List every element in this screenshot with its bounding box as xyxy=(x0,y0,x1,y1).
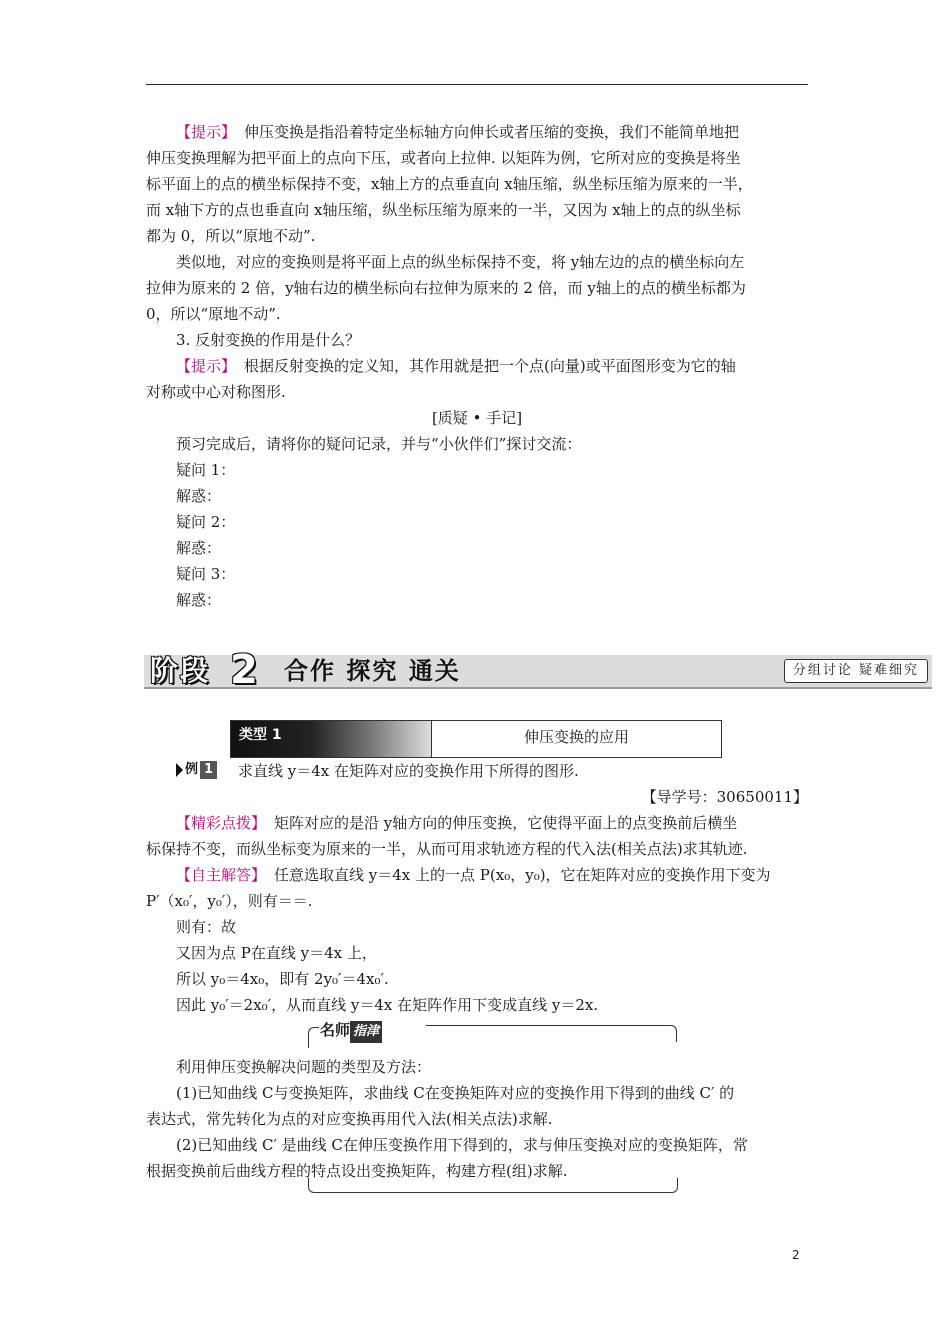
example-badge: 例 1 xyxy=(176,761,217,779)
hint-line-1: 【提示】 伸压变换是指沿着特定坐标轴方向伸长或者压缩的变换，我们不能简单地把 xyxy=(176,123,740,141)
solution-label: 【自主解答】 xyxy=(176,866,267,884)
answer-3-line-2: 对称或中心对称图形. xyxy=(146,383,286,401)
type-box xyxy=(230,720,722,758)
analysis-line-1: 【精彩点拨】 矩阵对应的是沿 y轴方向的伸压变换，它使得平面上的点变换前后横坐 xyxy=(176,814,738,832)
page-number: 2 xyxy=(792,1248,800,1262)
hint-line-2: 伸压变换理解为把平面上的点向下压，或者向上拉伸. 以矩阵为例，它所对应的变换是将坐 xyxy=(146,149,741,167)
hint-label: 【提示】 xyxy=(176,123,237,141)
tips-heading: 名师 指津 xyxy=(320,1019,428,1041)
note-answer-2: 解惑： xyxy=(176,539,222,557)
hint-line-4: 而 x轴下方的点也垂直向 x轴压缩，纵坐标压缩为原来的一半，又因为 x轴上的点的纵坐标 xyxy=(146,201,741,219)
tips-intro: 利用伸压变换解决问题的类型及方法： xyxy=(176,1058,432,1076)
note-answer-1: 解惑： xyxy=(176,487,222,505)
hint-line-3: 标平面上的点的横坐标保持不变，x轴上方的点垂直向 x轴压缩，纵坐标压缩为原来的一半， xyxy=(146,175,753,193)
solution-line-1: 【自主解答】 任意选取直线 y＝4x 上的一点 P(x₀，y₀)，它在矩阵对应的变换作用下变为 xyxy=(176,866,771,884)
para2-line-1: 类似地，对应的变换则是将平面上点的纵坐标保持不变，将 y轴左边的点的横坐标向左 xyxy=(176,253,745,271)
banner-title: 合作 探究 通关 xyxy=(284,657,461,685)
header-rule xyxy=(146,84,808,85)
solution-line-6: 因此 y₀′＝2x₀′，从而直线 y＝4x 在矩阵作用下变成直线 y＝2x. xyxy=(176,996,599,1014)
tips-item-2-line-1: (2)已知曲线 C′ 是曲线 C在伸压变换作用下得到的，求与伸压变换对应的变换矩阵，常 xyxy=(176,1136,748,1154)
tips-item-2-line-2: 根据变换前后曲线方程的特点设出变换矩阵，构建方程(组)求解. xyxy=(146,1162,568,1180)
banner-stage: 阶段 xyxy=(150,654,211,687)
tips-frame-bottom xyxy=(308,1178,678,1193)
para2-line-3: 0，所以“原地不动”. xyxy=(146,305,281,323)
tips-frame-top xyxy=(426,1025,677,1042)
guide-number: 【导学号：30650011】 xyxy=(641,788,808,806)
banner-tag: 分组讨论 疑难细究 xyxy=(784,659,928,683)
solution-line-2: P′（x₀′，y₀′），则有＝＝. xyxy=(146,892,313,910)
analysis-label: 【精彩点拨】 xyxy=(176,814,267,832)
banner-number: 2 xyxy=(230,647,258,693)
tips-item-1-line-1: (1)已知曲线 C与变换矩阵，求曲线 C在变换矩阵对应的变换作用下得到的曲线 C′ 的 xyxy=(176,1084,735,1102)
type-title: 伸压变换的应用 xyxy=(523,728,629,746)
stage-banner xyxy=(144,647,932,693)
example-question: 求直线 y＝4x 在矩阵对应的变换作用下所得的图形. xyxy=(238,762,579,780)
analysis-line-2: 标保持不变，而纵坐标变为原来的一半，从而可用求轨迹方程的代入法(相关点法)求其轨迹. xyxy=(146,840,748,858)
hint-label: 【提示】 xyxy=(176,357,237,375)
solution-line-3: 则有：故 xyxy=(176,918,237,936)
note-question-2: 疑问 2： xyxy=(176,513,236,531)
type-label: 类型 1 xyxy=(231,721,431,757)
note-question-3: 疑问 3： xyxy=(176,565,236,583)
answer-3-line-1: 【提示】 根据反射变换的定义知，其作用就是把一个点(向量)或平面图形变为它的轴 xyxy=(176,357,736,375)
notes-intro: 预习完成后，请将你的疑问记录，并与“小伙伴们”探讨交流： xyxy=(176,435,582,453)
note-answer-3: 解惑： xyxy=(176,591,222,609)
solution-line-5: 所以 y₀＝4x₀，即有 2y₀′＝4x₀′. xyxy=(176,970,389,988)
arrow-icon xyxy=(176,763,183,777)
teacher-tips-header xyxy=(308,1017,676,1047)
solution-line-4: 又因为点 P在直线 y＝4x 上， xyxy=(176,944,377,962)
tips-item-1-line-2: 表达式，常先转化为点的对应变换再用代入法(相关点法)求解. xyxy=(146,1110,553,1128)
notes-title: [质疑 • 手记] xyxy=(431,409,523,427)
tips-frame-left xyxy=(308,1027,319,1048)
para2-line-2: 拉伸为原来的 2 倍，y轴右边的横坐标向右拉伸为原来的 2 倍，而 y轴上的点的横坐标都为 xyxy=(146,279,746,297)
hint-line-5: 都为 0，所以“原地不动”. xyxy=(146,227,316,245)
question-3: 3. 反射变换的作用是什么？ xyxy=(176,331,361,349)
note-question-1: 疑问 1： xyxy=(176,461,236,479)
